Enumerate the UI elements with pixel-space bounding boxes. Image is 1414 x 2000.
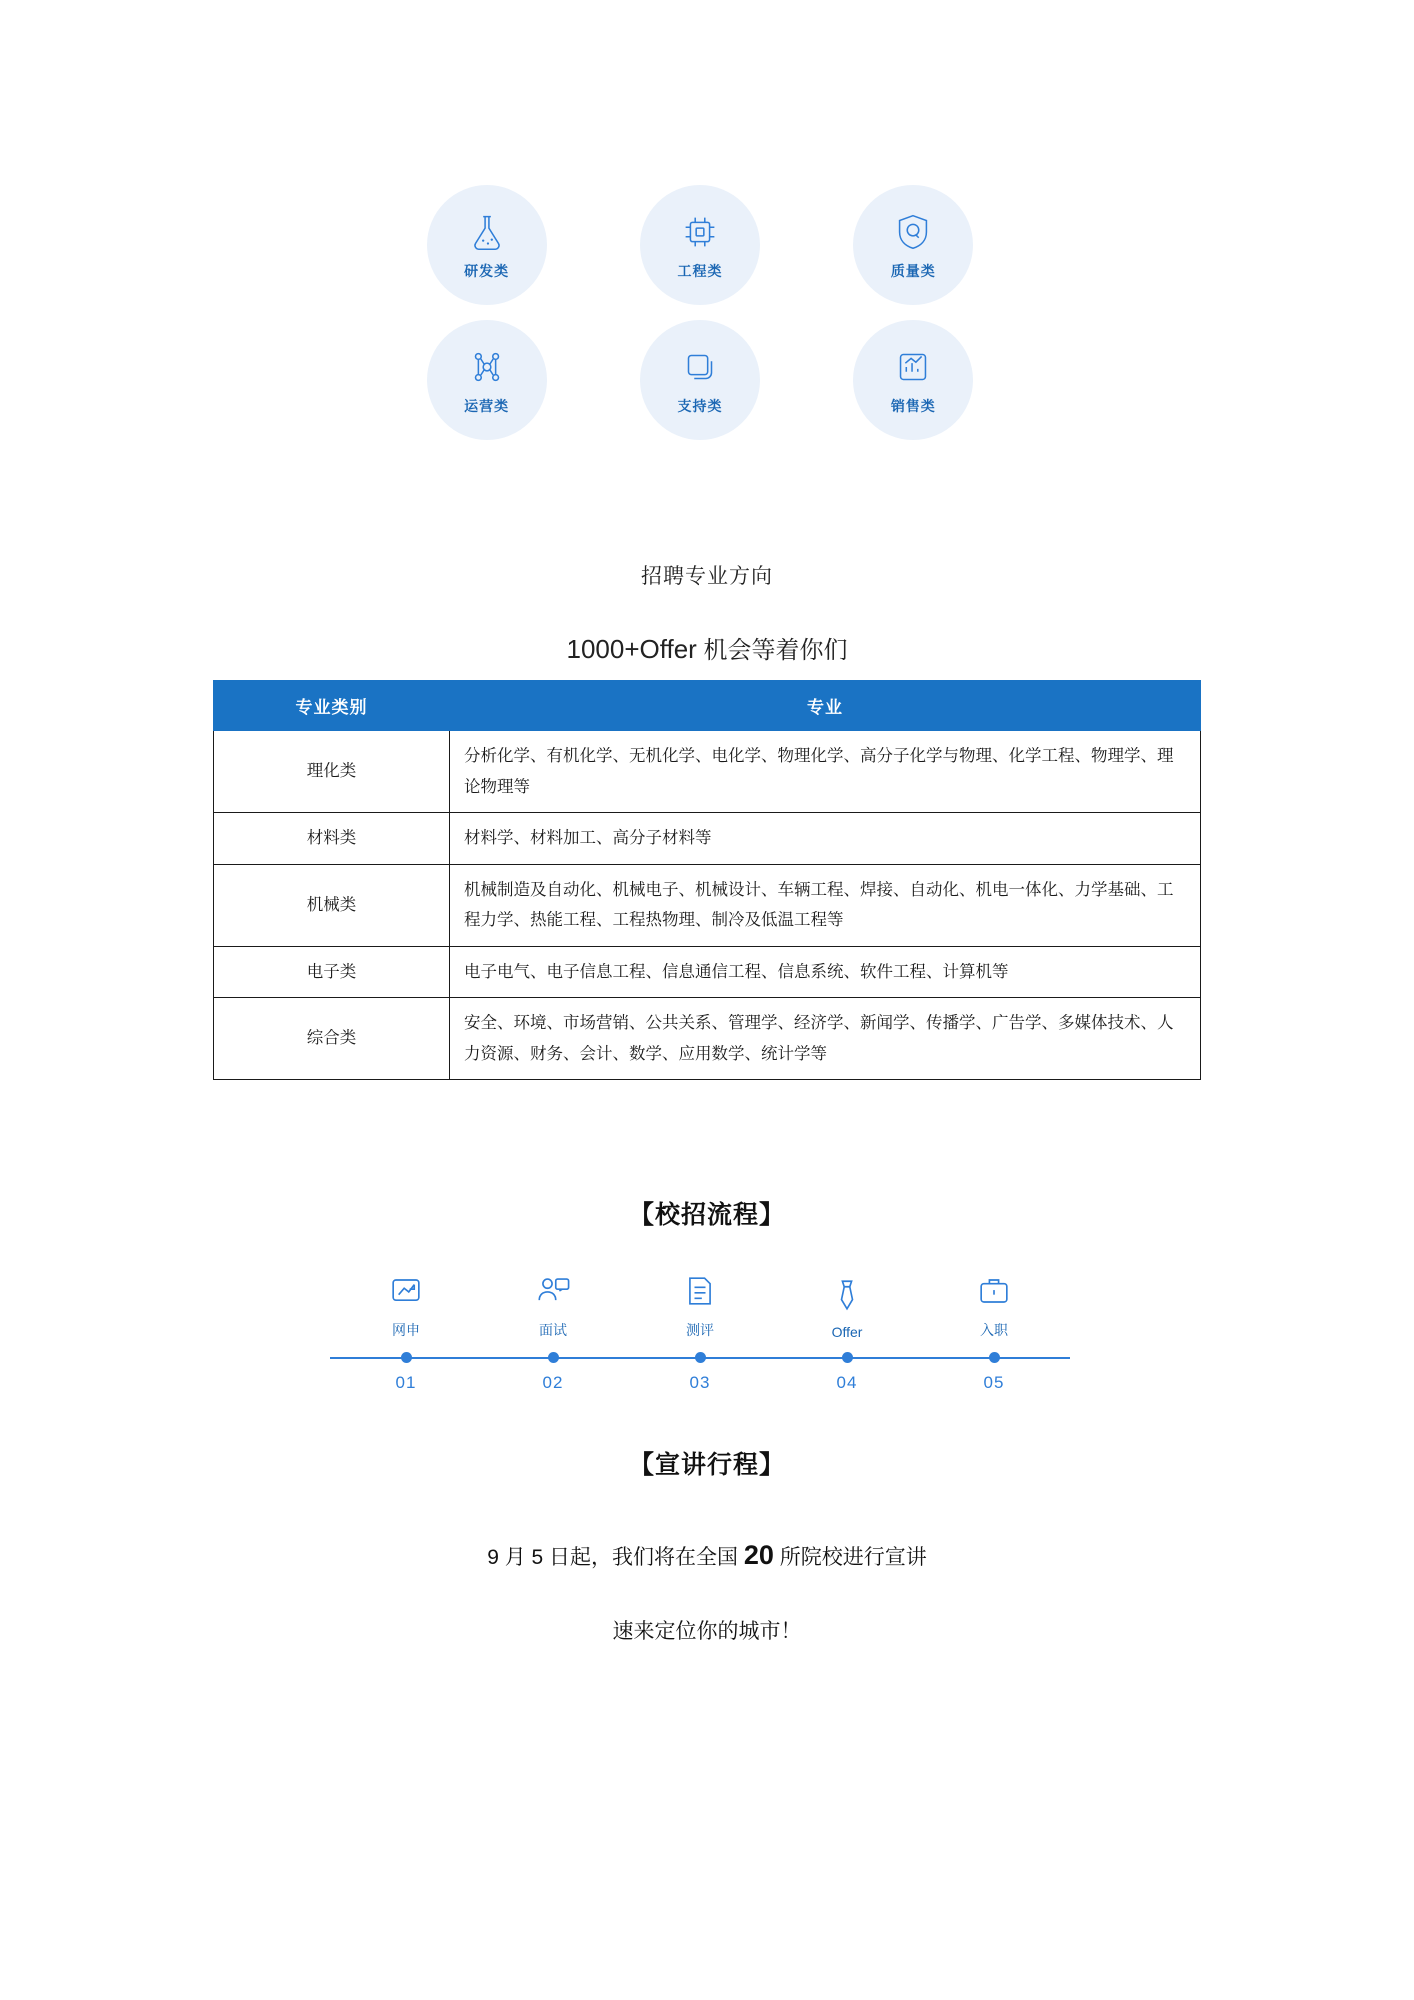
process-step-label: 面试 [539,1322,567,1338]
recruitment-process [330,1265,1070,1392]
process-step-label: Offer [831,1324,863,1340]
category-label: 研发类 [464,263,510,279]
job-category-cell [807,185,1020,305]
table-row [214,864,1201,946]
table-cell-majors: 电子电气、电子信息工程、信息通信工程、信息系统、软件工程、计算机等 [450,946,1201,998]
table-body [214,731,1201,1080]
job-category-cell [807,320,1020,440]
process-step-label: 网申 [392,1322,420,1338]
process-step-label: 测评 [686,1322,714,1338]
table-cell-majors: 机械制造及自动化、机械电子、机械设计、车辆工程、焊接、自动化、机电一体化、力学基础、工程力学、热能工程、工程热物理、制冷及低温工程等 [450,864,1201,946]
table-row [214,813,1201,865]
table-cell-category: 电子类 [214,946,450,998]
process-step-5[interactable] [934,1265,1054,1340]
tour-date-text: 9 月 5 日起，我们将在全国 [487,1546,739,1569]
process-step-3[interactable] [640,1265,760,1340]
chip-icon [677,209,723,255]
table-cell-majors: 分析化学、有机化学、无机化学、电化学、物理化学、高分子化学与物理、化学工程、物理学、理论物理等 [450,731,1201,813]
tour-school-count: 20 [743,1540,774,1570]
offer-count: 1000+Offer [566,634,697,664]
interview-icon [493,1265,613,1313]
table-row [214,998,1201,1080]
tour-suffix-text: 所院校进行宣讲 [779,1546,927,1569]
timeline-node [640,1348,760,1393]
timeline-dots [330,1348,1070,1393]
timeline-dot [548,1352,559,1363]
timeline-dot [842,1352,853,1363]
job-category-row-1 [380,185,1020,305]
table-cell-majors: 安全、环境、市场营销、公共关系、管理学、经济学、新闻学、传播学、广告学、多媒体技术、人力资源、财务、会计、数学、应用数学、统计学等 [450,998,1201,1080]
tour-title: 【宣讲行程】 [628,1451,785,1479]
category-label: 销售类 [890,398,936,414]
job-category-cell [380,185,593,305]
process-steps [330,1265,1070,1340]
timeline-node [346,1348,466,1393]
category-label: 工程类 [677,263,723,279]
tour-line-1 [0,1540,1414,1571]
briefcase-icon [934,1265,1054,1313]
offer-headline [0,630,1414,665]
table-head [214,681,1201,731]
majors-direction-title: 招聘专业方向 [641,565,773,588]
timeline-dot [695,1352,706,1363]
category-label: 质量类 [890,263,936,279]
tour-line-2: 速来定位你的城市！ [612,1620,802,1643]
table-header-row [214,681,1201,731]
process-step-number: 04 [836,1373,858,1392]
category-engineering[interactable] [640,185,760,305]
table-row [214,946,1201,998]
process-step-number: 03 [689,1373,711,1392]
process-step-4[interactable] [787,1269,907,1340]
job-category-grid [380,185,1020,440]
category-label: 运营类 [464,398,510,414]
process-step-2[interactable] [493,1265,613,1340]
network-icon [464,344,510,390]
job-category-cell [593,320,806,440]
process-title: 【校招流程】 [628,1201,785,1229]
shield-check-icon [890,209,936,255]
category-quality[interactable] [853,185,973,305]
timeline-dot [989,1352,1000,1363]
job-category-row-2 [380,320,1020,440]
copy-icon [677,344,723,390]
table-row [214,731,1201,813]
table-header-majors: 专业 [450,681,1201,731]
category-support[interactable] [640,320,760,440]
process-step-number: 01 [395,1373,417,1392]
table-cell-category: 材料类 [214,813,450,865]
majors-table [213,680,1201,1080]
process-step-number: 02 [542,1373,564,1392]
process-step-number: 05 [983,1373,1005,1392]
category-rd[interactable] [427,185,547,305]
job-category-cell [593,185,806,305]
table-cell-category: 机械类 [214,864,450,946]
job-category-cell [380,320,593,440]
chart-box-icon [890,344,936,390]
timeline-dot [401,1352,412,1363]
process-step-label: 入职 [980,1322,1008,1338]
table-cell-category: 综合类 [214,998,450,1080]
category-sales[interactable] [853,320,973,440]
process-step-1[interactable] [346,1265,466,1340]
timeline-node [493,1348,613,1393]
process-timeline [330,1348,1070,1392]
category-operations[interactable] [427,320,547,440]
trend-up-icon [346,1265,466,1313]
table-cell-majors: 材料学、材料加工、高分子材料等 [450,813,1201,865]
timeline-node [787,1348,907,1393]
category-label: 支持类 [677,398,723,414]
table-header-category: 专业类别 [214,681,450,731]
flask-icon [464,209,510,255]
timeline-node [934,1348,1054,1393]
tie-icon [787,1269,907,1317]
checklist-icon [640,1265,760,1313]
offer-suffix: 机会等着你们 [703,637,848,664]
table-cell-category: 理化类 [214,731,450,813]
